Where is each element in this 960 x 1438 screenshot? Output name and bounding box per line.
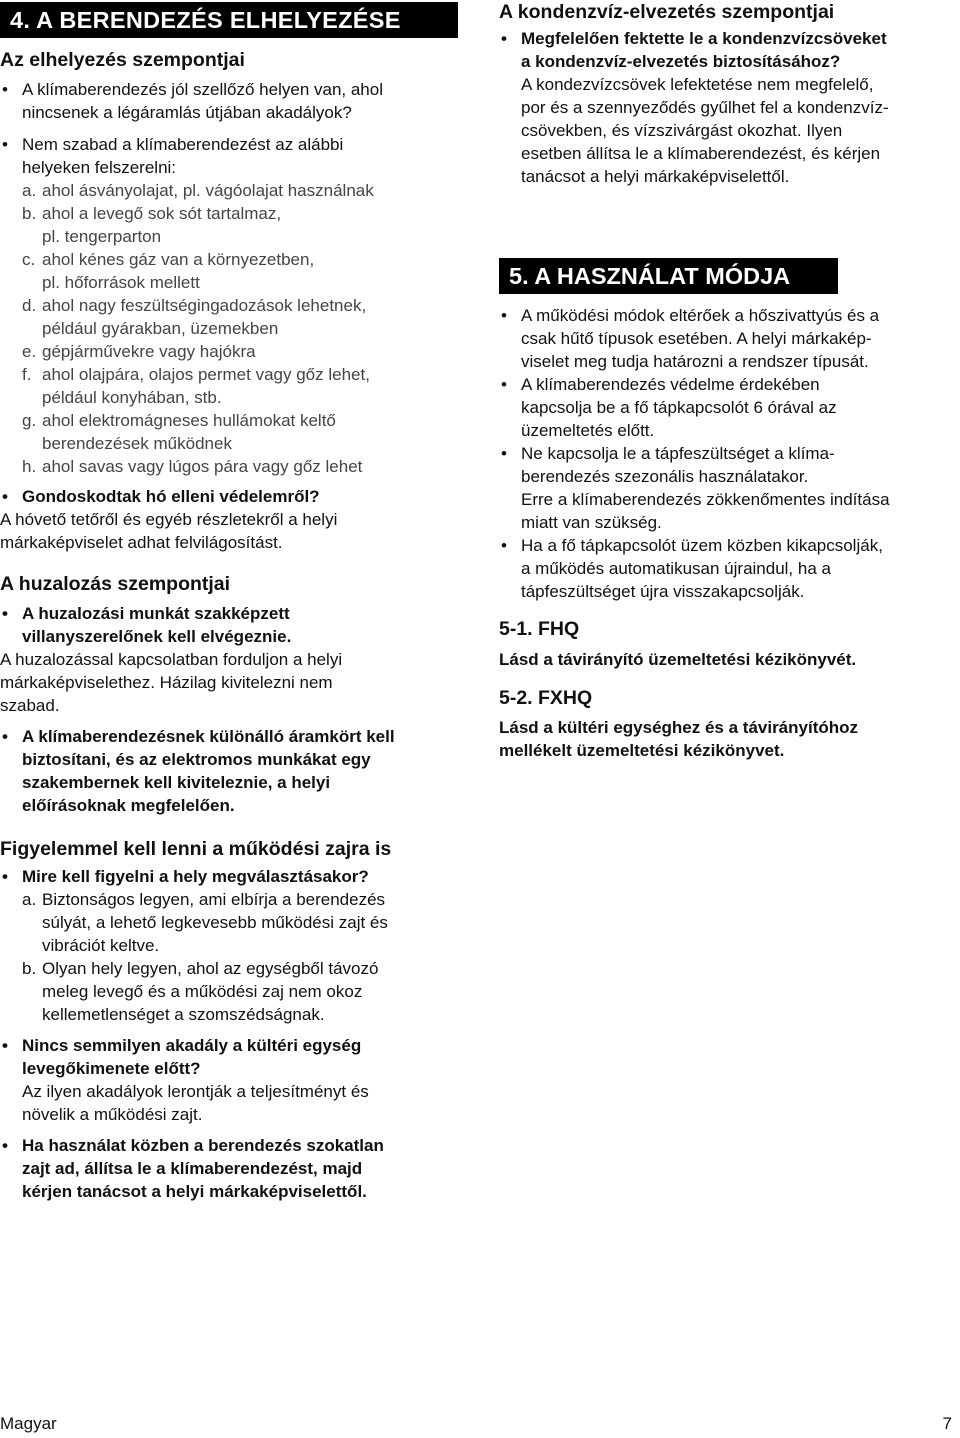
usage-bullet-4: • Ha a fő tápkapcsolót üzem közben kikapcsolják, a működés automatikusan újraindul, ha a tápfeszültséget újra visszakapcsolják. (501, 536, 883, 601)
placement-item-c: c. ahol kénes gáz van a környezetben, pl. hőforrások mellett (22, 250, 315, 292)
left-column (0, 0, 470, 1203)
placement-item-d: d. ahol nagy feszültségingadozások lehetnek, például gyárakban, üzemekben (22, 296, 367, 338)
noise-item-a: a. Biztonságos legyen, ami elbírja a berendezés súlyát, a lehető legkevesebb működési zajt és vibrációt keltve. (22, 890, 388, 955)
noise-item-b: b. Olyan hely legyen, ahol az egységből távozó meleg levegő és a működési zaj nem okoz kellemetlenséget a szomszédságnak. (22, 959, 379, 1024)
noise-heading: Figyelemmel kell lenni a működési zajra is (0, 838, 392, 860)
placement-item-a: a. ahol ásványolajat, pl. vágóolajat használnak (22, 181, 374, 200)
section-4-title: 4. A BERENDEZÉS ELHELYEZÉSE (0, 2, 458, 38)
right-column (499, 0, 960, 762)
bullet-icon: • (501, 29, 507, 48)
placement-bullet-3: • Gondoskodtak hó elleni védelemről? (2, 487, 320, 506)
wiring-bullet-1-body: A huzalozással kapcsolatban forduljon a helyi márkaképviselethez. Házilag kivitelezni nem szabad. (0, 650, 343, 715)
subsection-5-1-heading: 5-1. FHQ (499, 618, 580, 640)
bullet-icon: • (501, 444, 507, 463)
bullet-icon: • (2, 1036, 8, 1055)
noise-bullet-2-body: Az ilyen akadályok lerontják a teljesítményt és növelik a működési zajt. (22, 1082, 369, 1124)
noise-bullet-3: • Ha használat közben a berendezés szokatlan zajt ad, állítsa le a klímaberendezést, majd kérjen tanácsot a helyi márkaképviselettől. (2, 1136, 384, 1201)
bullet-icon: • (2, 135, 8, 154)
bullet-icon: • (2, 604, 8, 623)
placement-item-g: g. ahol elektromágneses hullámokat keltő berendezések működnek (22, 411, 336, 453)
wiring-bullet-2: • A klímaberendezésnek különálló áramkört kell biztosítani, és az elektromos munkákat egy szakembernek kell kiviteleznie, a helyi előírásoknak megfelelően. (2, 727, 395, 815)
bullet-icon: • (501, 375, 507, 394)
usage-bullet-1: • A működési módok eltérőek a hőszivattyús és a csak hűtő típusok esetében. A helyi márkakép- viselet meg tudja határozni a rendszer típusát. (501, 306, 880, 371)
drain-heading: A kondenzvíz-elvezetés szempontjai (499, 1, 835, 23)
bullet-icon: • (2, 727, 8, 746)
footer-page-number: 7 (942, 1414, 952, 1433)
placement-item-b: b. ahol a levegő sok sót tartalmaz, pl. tengerparton (22, 204, 282, 246)
placement-item-f: f. ahol olajpára, olajos permet vagy gőz lehet, például konyhában, stb. (22, 365, 370, 407)
bullet-icon: • (2, 80, 8, 99)
bullet-icon: • (2, 487, 8, 506)
bullet-icon: • (2, 867, 8, 886)
placement-bullet-1: • A klímaberendezés jól szellőző helyen van, ahol nincsenek a légáramlás útjában akadályok? (2, 80, 383, 122)
bullet-icon: • (2, 1136, 8, 1155)
drain-bullet-1-body: A kondezvízcsövek lefektetése nem megfelelő, por és a szennyeződés gyűlhet fel a kondenzvíz- csövekben, és vízszivárgást okozhat. Ilyen esetben állítsa le a klímaberendezést, és kérjen tanácsot a helyi márkaképviselettől. (521, 75, 889, 186)
placement-heading: Az elhelyezés szempontjai (0, 49, 245, 71)
section-5-title: 5. A HASZNÁLAT MÓDJA (499, 258, 838, 294)
placement-item-h: h. ahol savas vagy lúgos pára vagy gőz lehet (22, 457, 363, 476)
footer-language: Magyar (0, 1414, 57, 1433)
drain-bullet-1: • Megfelelően fektette le a kondenzvízcsöveket a kondenzvíz-elvezetés biztosításához? (501, 29, 887, 71)
usage-bullet-2: • A klímaberendezés védelme érdekében kapcsolja be a fő tápkapcsolót 6 órával az üzemeltetés előtt. (501, 375, 837, 440)
placement-bullet-3-body: A hóvető tetőről és egyéb részletekről a helyi márkaképviselet adhat felvilágosítást. (0, 510, 338, 552)
placement-item-e: e. gépjárművekre vagy hajókra (22, 342, 256, 361)
usage-bullet-3: • Ne kapcsolja le a tápfeszültséget a klíma- berendezés szezonális használatakor. Erre a klímaberendezés zökkenőmentes indítása miatt van szükség. (501, 444, 890, 532)
noise-bullet-1: • Mire kell figyelni a hely megválasztásakor? (2, 867, 369, 886)
bullet-icon: • (501, 536, 507, 555)
subsection-5-2-text: Lásd a kültéri egységhez és a távirányítóhoz mellékelt üzemeltetési kézikönyvet. (499, 718, 859, 760)
wiring-heading: A huzalozás szempontjai (0, 573, 231, 595)
noise-bullet-2: • Nincs semmilyen akadály a kültéri egység levegőkimenete előtt? (2, 1036, 362, 1078)
wiring-bullet-1: • A huzalozási munkát szakképzett villanyszerelőnek kell elvégeznie. (2, 604, 292, 646)
subsection-5-2-heading: 5-2. FXHQ (499, 687, 593, 709)
subsection-5-1-text: Lásd a távirányító üzemeltetési kézikönyvét. (499, 650, 857, 669)
placement-bullet-2: • Nem szabad a klímaberendezést az alábbi helyeken felszerelni: (2, 135, 344, 177)
bullet-icon: • (501, 306, 507, 325)
